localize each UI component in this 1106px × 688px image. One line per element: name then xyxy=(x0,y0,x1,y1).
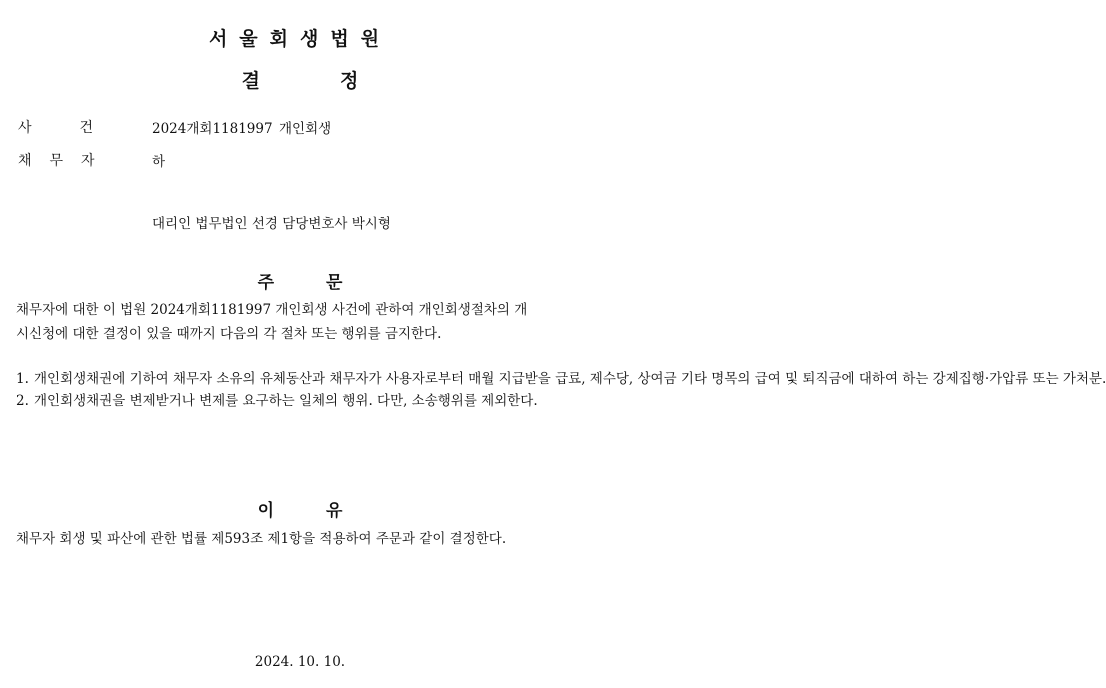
order-heading xyxy=(0,268,600,293)
representative: 대리인 법무법인 선경 담당변호사 박시형 xyxy=(152,216,391,232)
order-text-line-2: 시신청에 대한 결정이 있을 때까지 다음의 각 절차 또는 행위를 금지한다. xyxy=(16,326,442,342)
order-heading-char-1: 주 xyxy=(257,273,274,293)
document-date: 2024. 10. 10. xyxy=(254,654,346,670)
order-text-line-1: 채무자에 대한 이 법원 2024개회1181997 개인회생 사건에 관하여 개인회생절차의 개 xyxy=(16,302,528,318)
reason-heading-char-2: 유 xyxy=(326,501,343,521)
reason-text: 채무자 회생 및 파산에 관한 법률 제593조 제1항을 적용하여 주문과 같이 결정한다. xyxy=(16,531,507,547)
debtor-label: 채무자 xyxy=(18,153,113,169)
reason-heading-char-1: 이 xyxy=(257,501,274,521)
case-label: 사건 xyxy=(18,120,142,136)
list-item-number: 1. xyxy=(16,371,29,387)
list-item xyxy=(16,368,1106,390)
list-item-text: 개인회생채권에 기하여 채무자 소유의 유체동산과 채무자가 사용자로부터 매월 지급받을 급료, 제수당, 상여금 기타 명목의 급여 및 퇴직금에 대하여 하는 강제집행·가압류 또는 가처분. xyxy=(34,371,1106,387)
order-items-list xyxy=(16,368,1106,412)
doc-type-char-1: 결 xyxy=(241,70,260,92)
list-item-text: 개인회생채권을 변제받거나 변제를 요구하는 일체의 행위. 다만, 소송행위를 제외한다. xyxy=(34,393,538,409)
debtor-name: 하 xyxy=(152,154,166,170)
case-number: 2024개회1181997 xyxy=(152,121,273,137)
document-type-title xyxy=(0,66,600,93)
list-item-number: 2. xyxy=(16,393,29,409)
list-item xyxy=(16,390,584,412)
order-heading-char-2: 문 xyxy=(326,273,343,293)
reason-heading xyxy=(0,496,600,521)
court-name: 서울회생법원 xyxy=(208,28,392,50)
doc-type-char-2: 정 xyxy=(340,70,359,92)
case-type: 개인회생 xyxy=(279,121,332,137)
